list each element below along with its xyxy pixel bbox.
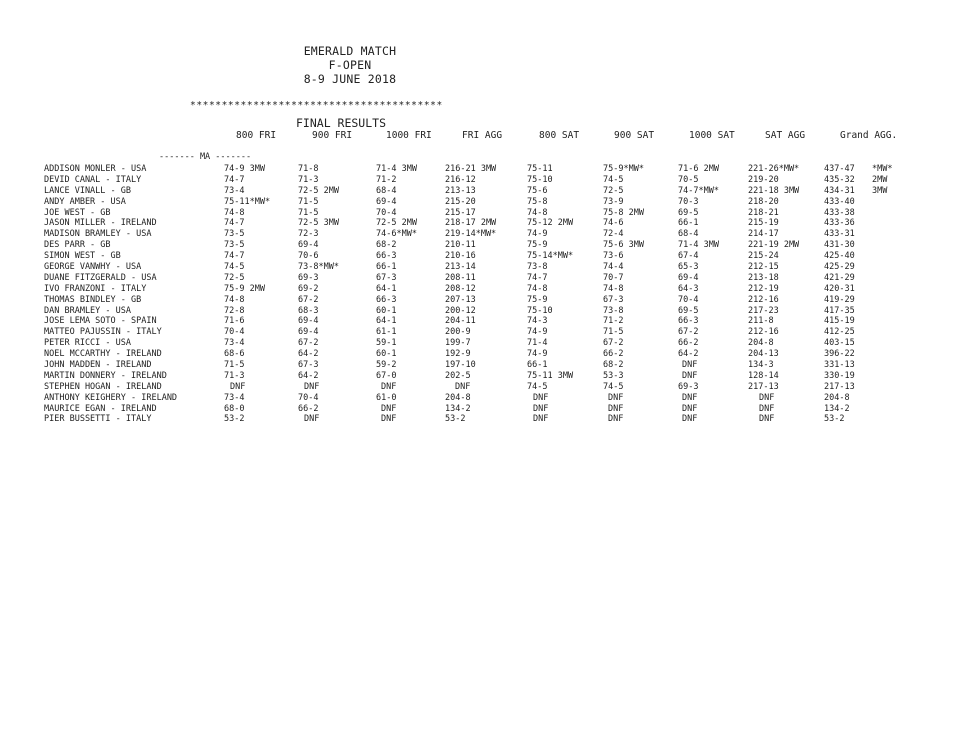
fri-agg: 213-14 bbox=[445, 262, 476, 273]
grand-agg: 415-19 bbox=[824, 316, 855, 327]
table-row bbox=[0, 371, 960, 382]
score-900-sat: 71-2 bbox=[603, 316, 624, 327]
score-900-fri: 64-2 bbox=[298, 349, 319, 360]
score-1000-fri: 60-1 bbox=[376, 305, 397, 316]
score-900-fri: 70-6 bbox=[298, 251, 319, 262]
score-900-sat: 74-5 bbox=[603, 174, 624, 185]
score-800-sat: DNF bbox=[533, 414, 549, 425]
table-row bbox=[0, 175, 960, 186]
score-800-fri: 71-6 bbox=[224, 316, 245, 327]
sat-agg: 215-24 bbox=[748, 251, 779, 262]
table-row bbox=[0, 360, 960, 371]
sat-agg: 217-13 bbox=[748, 381, 779, 392]
sat-agg: 211-8 bbox=[748, 316, 774, 327]
table-row bbox=[0, 316, 960, 327]
score-800-fri: 73-4 bbox=[224, 392, 245, 403]
score-800-sat: 74-8 bbox=[527, 283, 548, 294]
score-900-sat: 74-8 bbox=[603, 283, 624, 294]
fri-agg: 53-2 bbox=[445, 414, 466, 425]
score-800-fri: 75-11*MW* bbox=[224, 196, 271, 207]
score-900-sat: 68-2 bbox=[603, 360, 624, 371]
competitor-name: PIER BUSSETTI - ITALY bbox=[44, 414, 152, 425]
score-800-sat: 75-6 bbox=[527, 185, 548, 196]
col-header-fri-agg: FRI AGG bbox=[462, 130, 503, 141]
score-1000-fri: DNF bbox=[381, 403, 397, 414]
grand-agg: 437-47 bbox=[824, 164, 855, 174]
score-900-fri: DNF bbox=[304, 381, 320, 392]
col-header-800-sat: 800 SAT bbox=[539, 130, 580, 141]
ma-separator: ------- MA ------- bbox=[159, 152, 252, 162]
sat-agg: 215-19 bbox=[748, 218, 779, 229]
score-800-fri: 74-7 bbox=[224, 218, 245, 229]
score-1000-fri: 64-1 bbox=[376, 316, 397, 327]
score-800-fri: 74-5 bbox=[224, 262, 245, 273]
score-800-fri: 68-6 bbox=[224, 349, 245, 360]
fri-agg: 208-12 bbox=[445, 283, 476, 294]
competitor-name: DUANE FITZGERALD - USA bbox=[44, 272, 157, 283]
competitor-name: JOHN MADDEN - IRELAND bbox=[44, 360, 152, 371]
sat-agg: 218-20 bbox=[748, 196, 779, 207]
score-1000-fri: 66-3 bbox=[376, 294, 397, 305]
competitor-name: JASON MILLER - IRELAND bbox=[44, 218, 157, 229]
score-800-sat: 74-8 bbox=[527, 207, 548, 218]
final-results-heading: FINAL RESULTS bbox=[296, 116, 387, 130]
fri-agg: 192-9 bbox=[445, 349, 471, 360]
score-1000-fri: 67-3 bbox=[376, 272, 397, 283]
competitor-name: STEPHEN HOGAN - IRELAND bbox=[44, 381, 162, 392]
score-900-fri: 67-2 bbox=[298, 338, 319, 349]
grand-agg: 134-2 bbox=[824, 403, 850, 414]
score-800-fri: 53-2 bbox=[224, 414, 245, 425]
sat-agg: 221-18 3MW bbox=[748, 185, 800, 196]
table-row bbox=[0, 393, 960, 404]
competitor-name: NOEL MCCARTHY - IRELAND bbox=[44, 349, 162, 360]
grand-agg: 403-15 bbox=[824, 338, 855, 349]
sat-agg: 213-18 bbox=[748, 272, 779, 283]
score-1000-fri: 70-4 bbox=[376, 207, 397, 218]
score-800-fri: 73-5 bbox=[224, 229, 245, 240]
score-900-fri: 69-3 bbox=[298, 272, 319, 283]
score-1000-fri: 72-5 2MW bbox=[376, 218, 417, 229]
score-800-sat: 66-1 bbox=[527, 360, 548, 371]
competitor-name: IVO FRANZONI - ITALY bbox=[44, 283, 147, 294]
table-row bbox=[0, 251, 960, 262]
table-row bbox=[0, 208, 960, 219]
score-1000-fri: 67-0 bbox=[376, 370, 397, 381]
sat-agg: 214-17 bbox=[748, 229, 779, 240]
score-900-fri: 66-2 bbox=[298, 403, 319, 414]
score-900-sat: 73-9 bbox=[603, 196, 624, 207]
grand-agg: 425-40 bbox=[824, 251, 855, 262]
competitor-name: MARTIN DONNERY - IRELAND bbox=[44, 370, 167, 381]
score-900-sat: 73-6 bbox=[603, 251, 624, 262]
sat-agg: 212-16 bbox=[748, 327, 779, 338]
table-row bbox=[0, 404, 960, 415]
score-1000-sat: 64-3 bbox=[678, 283, 699, 294]
score-800-fri: 74-7 bbox=[224, 251, 245, 262]
score-900-sat: 66-2 bbox=[603, 349, 624, 360]
competitor-name: JOSE LEMA SOTO - SPAIN bbox=[44, 316, 157, 327]
score-800-sat: 75-9 bbox=[527, 294, 548, 305]
competitor-name: ANDY AMBER - USA bbox=[44, 196, 126, 207]
score-900-fri: 71-5 bbox=[298, 196, 319, 207]
sat-agg: 204-8 bbox=[748, 338, 774, 349]
table-row bbox=[0, 262, 960, 273]
score-1000-fri: 71-2 bbox=[376, 174, 397, 185]
score-1000-sat: 68-4 bbox=[678, 229, 699, 240]
event-class: F-OPEN bbox=[328, 58, 372, 72]
grand-agg: 204-8 bbox=[824, 392, 850, 403]
score-1000-fri: DNF bbox=[381, 414, 397, 425]
score-1000-fri: 64-1 bbox=[376, 283, 397, 294]
score-800-fri: 72-8 bbox=[224, 305, 245, 316]
score-900-sat: 75-6 3MW bbox=[603, 240, 644, 251]
table-row bbox=[0, 414, 960, 425]
fri-agg: 204-11 bbox=[445, 316, 476, 327]
score-900-sat: DNF bbox=[608, 414, 624, 425]
grand-agg: 433-38 bbox=[824, 207, 855, 218]
competitor-name: PETER RICCI - USA bbox=[44, 338, 131, 349]
score-800-fri: 73-5 bbox=[224, 240, 245, 251]
score-1000-sat: 67-2 bbox=[678, 327, 699, 338]
score-1000-fri: 66-1 bbox=[376, 262, 397, 273]
table-row bbox=[0, 218, 960, 229]
score-1000-fri: DNF bbox=[381, 381, 397, 392]
event-date: 8-9 JUNE 2018 bbox=[303, 72, 397, 86]
score-1000-sat: 67-4 bbox=[678, 251, 699, 262]
table-row bbox=[0, 382, 960, 393]
score-800-fri: 73-4 bbox=[224, 338, 245, 349]
score-800-sat: 74-9 bbox=[527, 229, 548, 240]
score-900-fri: 69-4 bbox=[298, 316, 319, 327]
sat-agg: 219-20 bbox=[748, 174, 779, 185]
score-1000-sat: DNF bbox=[682, 360, 698, 371]
score-800-sat: 74-7 bbox=[527, 272, 548, 283]
fri-agg: 219-14*MW* bbox=[445, 229, 497, 240]
table-row bbox=[0, 306, 960, 317]
score-900-fri: 67-2 bbox=[298, 294, 319, 305]
score-800-sat: 75-10 bbox=[527, 174, 553, 185]
score-800-fri: 74-9 3MW bbox=[224, 164, 265, 174]
fri-agg: 210-16 bbox=[445, 251, 476, 262]
col-header-grand-agg: Grand AGG. bbox=[840, 130, 898, 141]
table-row bbox=[0, 349, 960, 360]
score-1000-sat: 70-3 bbox=[678, 196, 699, 207]
table-row bbox=[0, 273, 960, 284]
fri-agg: 216-12 bbox=[445, 174, 476, 185]
competitor-name: MAURICE EGAN - IRELAND bbox=[44, 403, 157, 414]
score-800-fri: 73-4 bbox=[224, 185, 245, 196]
table-row bbox=[0, 197, 960, 208]
competitor-name: GEORGE VANWHY - USA bbox=[44, 262, 142, 273]
table-row bbox=[0, 164, 960, 175]
mw-note: *MW* bbox=[872, 164, 893, 174]
score-900-sat: 71-5 bbox=[603, 327, 624, 338]
grand-agg: 435-32 bbox=[824, 174, 855, 185]
score-900-sat: 70-7 bbox=[603, 272, 624, 283]
col-header-1000-sat: 1000 SAT bbox=[689, 130, 735, 141]
score-900-sat: 74-5 bbox=[603, 381, 624, 392]
score-900-fri: 71-8 bbox=[298, 164, 319, 174]
sat-agg: 217-23 bbox=[748, 305, 779, 316]
fri-agg: 215-17 bbox=[445, 207, 476, 218]
table-row bbox=[0, 240, 960, 251]
score-900-fri: 69-4 bbox=[298, 327, 319, 338]
score-800-sat: 74-5 bbox=[527, 381, 548, 392]
score-900-fri: 64-2 bbox=[298, 370, 319, 381]
score-1000-fri: 68-2 bbox=[376, 240, 397, 251]
grand-agg: 433-36 bbox=[824, 218, 855, 229]
score-900-sat: 72-4 bbox=[603, 229, 624, 240]
score-900-fri: 71-3 bbox=[298, 174, 319, 185]
mw-note: 3MW bbox=[872, 185, 888, 196]
fri-agg: 210-11 bbox=[445, 240, 476, 251]
score-800-fri: 74-7 bbox=[224, 174, 245, 185]
score-900-fri: 73-8*MW* bbox=[298, 262, 339, 273]
score-1000-sat: 69-4 bbox=[678, 272, 699, 283]
fri-agg: 218-17 2MW bbox=[445, 218, 497, 229]
results-table bbox=[0, 164, 960, 425]
score-1000-sat: 69-5 bbox=[678, 207, 699, 218]
score-900-fri: 67-3 bbox=[298, 360, 319, 371]
score-800-fri: DNF bbox=[230, 381, 246, 392]
score-900-fri: 68-3 bbox=[298, 305, 319, 316]
score-1000-sat: 71-4 3MW bbox=[678, 240, 719, 251]
competitor-name: DES PARR - GB bbox=[44, 240, 111, 251]
score-1000-sat: 69-5 bbox=[678, 305, 699, 316]
score-1000-fri: 59-1 bbox=[376, 338, 397, 349]
score-1000-sat: 66-1 bbox=[678, 218, 699, 229]
score-800-fri: 71-5 bbox=[224, 360, 245, 371]
grand-agg: 433-40 bbox=[824, 196, 855, 207]
grand-agg: 433-31 bbox=[824, 229, 855, 240]
competitor-name: MATTEO PAJUSSIN - ITALY bbox=[44, 327, 162, 338]
table-row bbox=[0, 327, 960, 338]
score-1000-fri: 74-6*MW* bbox=[376, 229, 417, 240]
competitor-name: DEVID CANAL - ITALY bbox=[44, 174, 142, 185]
score-900-fri: 71-5 bbox=[298, 207, 319, 218]
sat-agg: 134-3 bbox=[748, 360, 774, 371]
col-header-900-fri: 900 FRI bbox=[312, 130, 353, 141]
score-800-fri: 74-8 bbox=[224, 294, 245, 305]
sat-agg: 212-15 bbox=[748, 262, 779, 273]
score-900-sat: 53-3 bbox=[603, 370, 624, 381]
sat-agg: 221-26*MW* bbox=[748, 164, 800, 174]
fri-agg: 202-5 bbox=[445, 370, 471, 381]
score-900-sat: 75-9*MW* bbox=[603, 164, 644, 174]
score-1000-sat: DNF bbox=[682, 392, 698, 403]
col-header-900-sat: 900 SAT bbox=[614, 130, 655, 141]
grand-agg: 53-2 bbox=[824, 414, 845, 425]
table-row bbox=[0, 186, 960, 197]
score-800-fri: 75-9 2MW bbox=[224, 283, 265, 294]
sat-agg: 221-19 2MW bbox=[748, 240, 800, 251]
score-1000-sat: DNF bbox=[682, 403, 698, 414]
score-1000-sat: 74-7*MW* bbox=[678, 185, 719, 196]
fri-agg: DNF bbox=[455, 381, 471, 392]
score-900-fri: 69-2 bbox=[298, 283, 319, 294]
competitor-name: MADISON BRAMLEY - USA bbox=[44, 229, 152, 240]
fri-agg: 215-20 bbox=[445, 196, 476, 207]
score-900-fri: 69-4 bbox=[298, 240, 319, 251]
grand-agg: 217-13 bbox=[824, 381, 855, 392]
score-1000-sat: 70-5 bbox=[678, 174, 699, 185]
score-1000-fri: 66-3 bbox=[376, 251, 397, 262]
score-900-fri: 72-5 3MW bbox=[298, 218, 339, 229]
score-800-fri: 72-5 bbox=[224, 272, 245, 283]
table-row bbox=[0, 284, 960, 295]
table-row bbox=[0, 295, 960, 306]
fri-agg: 216-21 3MW bbox=[445, 164, 497, 174]
competitor-name: SIMON WEST - GB bbox=[44, 251, 121, 262]
score-900-sat: 75-8 2MW bbox=[603, 207, 644, 218]
sat-agg: 218-21 bbox=[748, 207, 779, 218]
fri-agg: 200-12 bbox=[445, 305, 476, 316]
score-800-sat: 74-9 bbox=[527, 349, 548, 360]
star-divider: **************************************** bbox=[190, 100, 443, 111]
grand-agg: 396-22 bbox=[824, 349, 855, 360]
score-800-sat: 75-8 bbox=[527, 196, 548, 207]
score-900-fri: 72-3 bbox=[298, 229, 319, 240]
score-1000-sat: 64-2 bbox=[678, 349, 699, 360]
grand-agg: 434-31 bbox=[824, 185, 855, 196]
score-1000-sat: 66-2 bbox=[678, 338, 699, 349]
table-row bbox=[0, 229, 960, 240]
score-900-sat: 74-4 bbox=[603, 262, 624, 273]
score-800-sat: 75-11 3MW bbox=[527, 370, 574, 381]
score-1000-sat: 69-3 bbox=[678, 381, 699, 392]
col-header-1000-fri: 1000 FRI bbox=[386, 130, 432, 141]
sat-agg: 204-13 bbox=[748, 349, 779, 360]
score-800-fri: 71-3 bbox=[224, 370, 245, 381]
score-800-fri: 70-4 bbox=[224, 327, 245, 338]
score-800-sat: 75-11 bbox=[527, 164, 553, 174]
score-900-sat: 74-6 bbox=[603, 218, 624, 229]
grand-agg: 331-13 bbox=[824, 360, 855, 371]
mw-note: 2MW bbox=[872, 174, 888, 185]
fri-agg: 208-11 bbox=[445, 272, 476, 283]
score-900-sat: DNF bbox=[608, 403, 624, 414]
score-800-sat: 75-10 bbox=[527, 305, 553, 316]
score-800-sat: 74-3 bbox=[527, 316, 548, 327]
grand-agg: 421-29 bbox=[824, 272, 855, 283]
grand-agg: 419-29 bbox=[824, 294, 855, 305]
fri-agg: 213-13 bbox=[445, 185, 476, 196]
fri-agg: 199-7 bbox=[445, 338, 471, 349]
score-900-fri: 70-4 bbox=[298, 392, 319, 403]
score-900-fri: DNF bbox=[304, 414, 320, 425]
score-900-fri: 72-5 2MW bbox=[298, 185, 339, 196]
grand-agg: 330-19 bbox=[824, 370, 855, 381]
score-1000-sat: DNF bbox=[682, 370, 698, 381]
sat-agg: 212-19 bbox=[748, 283, 779, 294]
col-header-sat-agg: SAT AGG bbox=[765, 130, 806, 141]
score-800-sat: 73-8 bbox=[527, 262, 548, 273]
competitor-name: JOE WEST - GB bbox=[44, 207, 111, 218]
fri-agg: 134-2 bbox=[445, 403, 471, 414]
table-row bbox=[0, 338, 960, 349]
sat-agg: 212-16 bbox=[748, 294, 779, 305]
score-800-sat: 75-12 2MW bbox=[527, 218, 574, 229]
grand-agg: 412-25 bbox=[824, 327, 855, 338]
grand-agg: 417-35 bbox=[824, 305, 855, 316]
event-title: EMERALD MATCH bbox=[303, 44, 397, 58]
score-800-sat: DNF bbox=[533, 403, 549, 414]
score-900-sat: DNF bbox=[608, 392, 624, 403]
score-1000-sat: 65-3 bbox=[678, 262, 699, 273]
score-800-sat: 71-4 bbox=[527, 338, 548, 349]
grand-agg: 420-31 bbox=[824, 283, 855, 294]
score-1000-fri: 61-0 bbox=[376, 392, 397, 403]
score-800-sat: 74-9 bbox=[527, 327, 548, 338]
score-900-sat: 73-8 bbox=[603, 305, 624, 316]
score-1000-fri: 60-1 bbox=[376, 349, 397, 360]
score-800-fri: 68-0 bbox=[224, 403, 245, 414]
score-900-sat: 67-2 bbox=[603, 338, 624, 349]
score-800-sat: 75-9 bbox=[527, 240, 548, 251]
grand-agg: 425-29 bbox=[824, 262, 855, 273]
score-800-fri: 74-8 bbox=[224, 207, 245, 218]
competitor-name: LANCE VINALL - GB bbox=[44, 185, 131, 196]
fri-agg: 200-9 bbox=[445, 327, 471, 338]
score-1000-fri: 68-4 bbox=[376, 185, 397, 196]
score-1000-sat: DNF bbox=[682, 414, 698, 425]
sat-agg: 128-14 bbox=[748, 370, 779, 381]
fri-agg: 207-13 bbox=[445, 294, 476, 305]
score-1000-sat: 66-3 bbox=[678, 316, 699, 327]
fri-agg: 204-8 bbox=[445, 392, 471, 403]
score-800-sat: DNF bbox=[533, 392, 549, 403]
competitor-name: ANTHONY KEIGHERY - IRELAND bbox=[44, 392, 178, 403]
score-900-sat: 67-3 bbox=[603, 294, 624, 305]
score-1000-fri: 59-2 bbox=[376, 360, 397, 371]
score-1000-sat: 70-4 bbox=[678, 294, 699, 305]
score-1000-fri: 71-4 3MW bbox=[376, 164, 417, 174]
score-1000-sat: 71-6 2MW bbox=[678, 164, 719, 174]
sat-agg: DNF bbox=[759, 403, 775, 414]
sat-agg: DNF bbox=[759, 392, 775, 403]
competitor-name: DAN BRAMLEY - USA bbox=[44, 305, 131, 316]
score-1000-fri: 69-4 bbox=[376, 196, 397, 207]
score-900-sat: 72-5 bbox=[603, 185, 624, 196]
competitor-name: THOMAS BINDLEY - GB bbox=[44, 294, 142, 305]
competitor-name: ADDISON MONLER - USA bbox=[44, 164, 147, 174]
score-800-sat: 75-14*MW* bbox=[527, 251, 574, 262]
sat-agg: DNF bbox=[759, 414, 775, 425]
score-1000-fri: 61-1 bbox=[376, 327, 397, 338]
fri-agg: 197-10 bbox=[445, 360, 476, 371]
col-header-800-fri: 800 FRI bbox=[236, 130, 277, 141]
grand-agg: 431-30 bbox=[824, 240, 855, 251]
